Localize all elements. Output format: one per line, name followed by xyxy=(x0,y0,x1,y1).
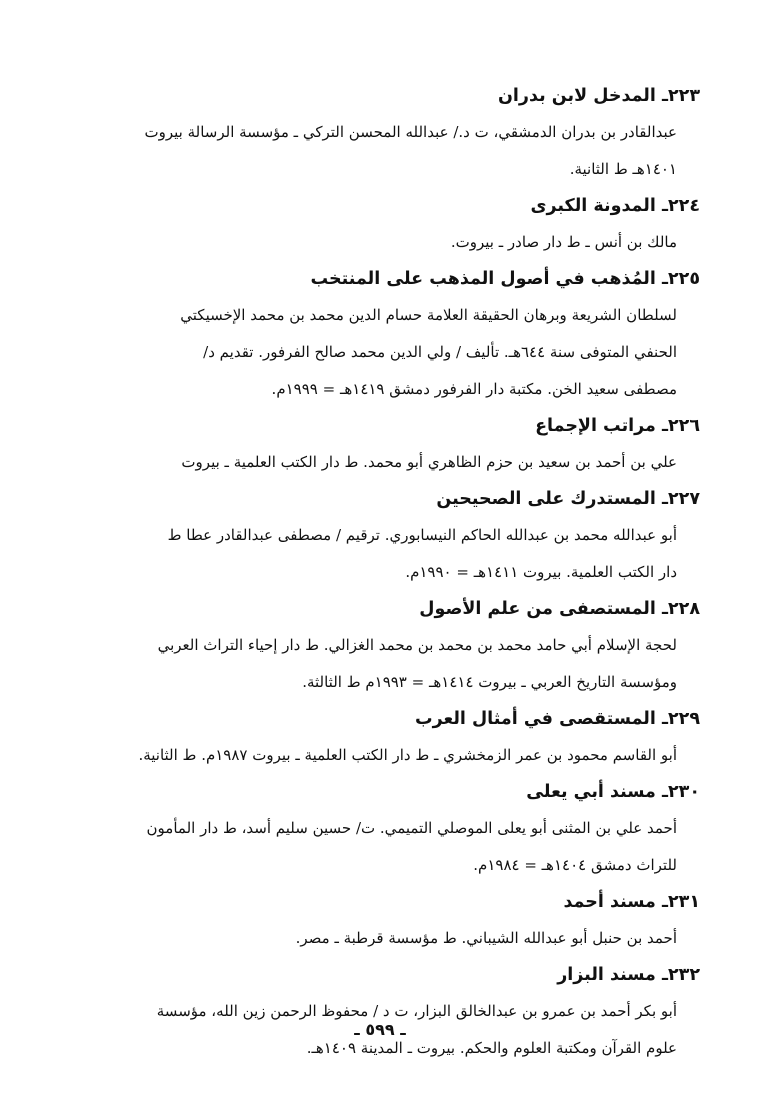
entry-226 xyxy=(96,408,700,481)
entry-heading: ٢٢٩ـ المستقصى في أمثال العرب xyxy=(414,709,700,729)
bibliography-page xyxy=(96,78,700,1078)
entry-heading: ٢٢٨ـ المستصفى من علم الأصول xyxy=(419,599,700,619)
entry-line: أبو القاسم محمود بن عمر الزمخشري ـ ط دار الكتب العلمية ـ بيروت ١٩٨٧م. ط الثانية. xyxy=(138,746,677,764)
entry-line: مصطفى سعيد الخن. مكتبة دار الفرفور دمشق ١٤١٩هـ = ١٩٩٩م. xyxy=(271,380,677,398)
entry-227 xyxy=(96,481,700,591)
entry-225 xyxy=(96,261,700,408)
entry-heading: ٢٢٣ـ المدخل لابن بدران xyxy=(498,86,700,106)
entry-line: أحمد علي بن المثنى أبو يعلى الموصلي التميمي. ت/ حسين سليم أسد، ط دار المأمون xyxy=(146,819,677,837)
entry-228 xyxy=(96,591,700,701)
entry-line: علي بن أحمد بن سعيد بن حزم الظاهري أبو محمد. ط دار الكتب العلمية ـ بيروت xyxy=(181,453,677,471)
entry-line: ١٤٠١هـ ط الثانية. xyxy=(569,160,677,178)
entry-line: الحنفي المتوفى سنة ٦٤٤هـ. تأليف / ولي الدين محمد صالح الفرفور. تقديم د/ xyxy=(203,343,677,361)
entry-heading: ٢٢٦ـ مراتب الإجماع xyxy=(535,416,700,436)
entry-224 xyxy=(96,188,700,261)
entry-231 xyxy=(96,884,700,957)
entry-232 xyxy=(96,957,700,1067)
entry-line: لسلطان الشريعة وبرهان الحقيقة العلامة حسام الدين محمد بن محمد الإخسيكتي xyxy=(180,306,677,324)
entry-223 xyxy=(96,78,700,188)
entry-heading: ٢٣١ـ مسند أحمد xyxy=(563,892,700,912)
entry-line: عبدالقادر بن بدران الدمشقي، ت د./ عبدالله المحسن التركي ـ مؤسسة الرسالة بيروت xyxy=(144,123,677,141)
entry-230 xyxy=(96,774,700,884)
entry-heading: ٢٣٠ـ مسند أبي يعلى xyxy=(526,782,700,802)
entry-line: مالك بن أنس ـ ط دار صادر ـ بيروت. xyxy=(450,233,677,251)
entry-line: أحمد بن حنبل أبو عبدالله الشيباني. ط مؤسسة قرطبة ـ مصر. xyxy=(295,929,677,947)
entry-heading: ٢٢٤ـ المدونة الكبرى xyxy=(530,196,700,216)
entry-line: علوم القرآن ومكتبة العلوم والحكم. بيروت ـ المدينة ١٤٠٩هـ. xyxy=(306,1039,677,1057)
entry-line: أبو بكر أحمد بن عمرو بن عبدالخالق البزار، ت د / محفوظ الرحمن زين الله، مؤسسة xyxy=(156,1002,677,1020)
entry-line: ومؤسسة التاريخ العربي ـ بيروت ١٤١٤هـ = ١٩٩٣م ط الثالثة. xyxy=(302,673,677,691)
entry-229 xyxy=(96,701,700,774)
entry-line: أبو عبدالله محمد بن عبدالله الحاكم النيسابوري. ترقيم / مصطفى عبدالقادر عطا ط xyxy=(167,526,677,544)
entry-line: دار الكتب العلمية. بيروت ١٤١١هـ = ١٩٩٠م. xyxy=(405,563,677,581)
page-number: ـ ٥٩٩ ـ xyxy=(354,1020,406,1039)
entry-line: للتراث دمشق ١٤٠٤هـ = ١٩٨٤م. xyxy=(473,856,677,874)
entry-heading: ٢٢٥ـ المُذهب في أصول المذهب على المنتخب xyxy=(310,269,700,289)
entry-line: لحجة الإسلام أبي حامد محمد بن محمد بن محمد الغزالي. ط دار إحياء التراث العربي xyxy=(157,636,677,654)
entry-heading: ٢٣٢ـ مسند البزار xyxy=(557,965,700,985)
entry-heading: ٢٢٧ـ المستدرك على الصحيحين xyxy=(436,489,700,509)
